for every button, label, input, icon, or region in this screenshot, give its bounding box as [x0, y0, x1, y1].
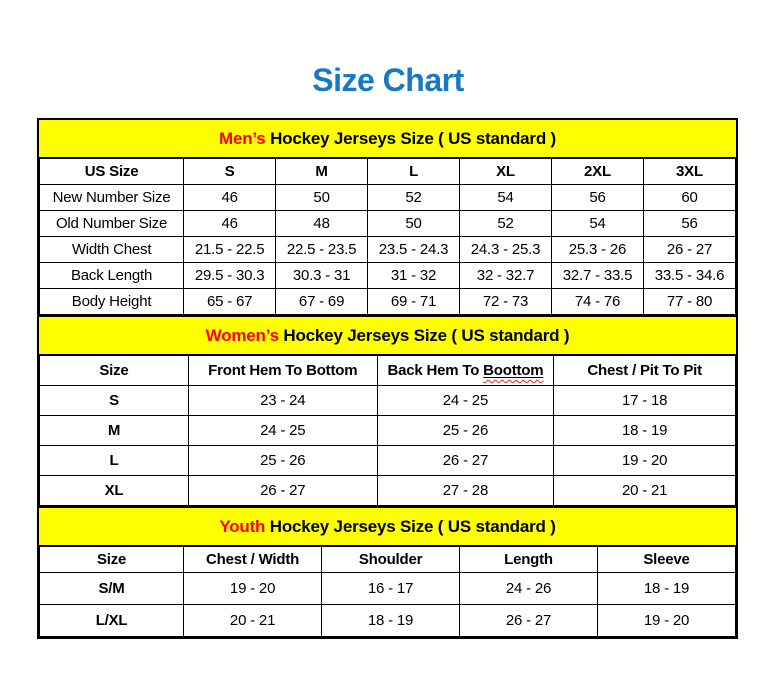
value-cell: 33.5 - 34.6	[643, 263, 735, 289]
womens-section	[39, 315, 736, 506]
column-header: 3XL	[643, 158, 735, 185]
youth-section	[39, 506, 736, 637]
misspelled-word	[483, 362, 543, 379]
table-row	[40, 263, 736, 289]
value-cell: 26 - 27	[188, 476, 377, 506]
banner-highlight: Youth	[219, 517, 266, 536]
column-header: Chest / Pit To Pit	[554, 355, 736, 386]
row-header-cell: Back Length	[40, 263, 184, 289]
value-cell: 52	[368, 185, 460, 211]
row-header-cell: M	[40, 416, 189, 446]
value-cell: 25.3 - 26	[552, 237, 644, 263]
value-cell: 24 - 26	[460, 573, 598, 605]
page-title: Size Chart	[312, 62, 464, 98]
value-cell: 29.5 - 30.3	[184, 263, 276, 289]
column-header: Chest / Width	[184, 546, 322, 573]
column-header: Length	[460, 546, 598, 573]
banner-highlight: Men’s	[219, 129, 266, 148]
banner-text: Hockey Jerseys Size ( US standard )	[265, 129, 556, 148]
row-header-cell: Width Chest	[40, 237, 184, 263]
value-cell: 77 - 80	[643, 289, 735, 315]
mens-size-table	[39, 157, 736, 315]
table-row	[40, 237, 736, 263]
value-cell: 25 - 26	[377, 416, 554, 446]
banner-text: Hockey Jerseys Size ( US standard )	[265, 517, 556, 536]
row-header-cell: XL	[40, 476, 189, 506]
youth-size-table	[39, 545, 736, 637]
table-row	[40, 573, 736, 605]
value-cell: 24 - 25	[188, 416, 377, 446]
table-row	[40, 289, 736, 315]
value-cell: 22.5 - 23.5	[276, 237, 368, 263]
table-row	[40, 416, 736, 446]
value-cell: 46	[184, 185, 276, 211]
column-header: M	[276, 158, 368, 185]
womens-size-table	[39, 354, 736, 506]
row-header-cell: Old Number Size	[40, 211, 184, 237]
value-cell: 69 - 71	[368, 289, 460, 315]
header-row	[40, 355, 736, 386]
value-cell: 67 - 69	[276, 289, 368, 315]
spellcheck-squiggle: Boottom	[483, 362, 544, 379]
mens-section-banner	[39, 120, 736, 157]
column-header: S	[184, 158, 276, 185]
value-cell: 18 - 19	[598, 573, 736, 605]
value-cell: 65 - 67	[184, 289, 276, 315]
value-cell: 50	[368, 211, 460, 237]
value-cell: 26 - 27	[643, 237, 735, 263]
value-cell: 25 - 26	[188, 446, 377, 476]
column-header: Front Hem To Bottom	[188, 355, 377, 386]
value-cell: 30.3 - 31	[276, 263, 368, 289]
column-header: 2XL	[552, 158, 644, 185]
value-cell: 31 - 32	[368, 263, 460, 289]
value-cell: 19 - 20	[598, 605, 736, 637]
table-row	[40, 476, 736, 506]
banner-highlight: Women’s	[205, 326, 279, 345]
value-cell: 20 - 21	[554, 476, 736, 506]
value-cell: 24 - 25	[377, 386, 554, 416]
column-header: XL	[460, 158, 552, 185]
row-header-cell: Body Height	[40, 289, 184, 315]
value-cell: 48	[276, 211, 368, 237]
value-cell: 32.7 - 33.5	[552, 263, 644, 289]
table-row	[40, 185, 736, 211]
value-cell: 24.3 - 25.3	[460, 237, 552, 263]
value-cell: 18 - 19	[554, 416, 736, 446]
value-cell: 19 - 20	[184, 573, 322, 605]
table-row	[40, 386, 736, 416]
value-cell: 21.5 - 22.5	[184, 237, 276, 263]
row-header-cell: S/M	[40, 573, 184, 605]
row-header-cell: L	[40, 446, 189, 476]
value-cell: 74 - 76	[552, 289, 644, 315]
value-cell: 20 - 21	[184, 605, 322, 637]
value-cell: 56	[552, 185, 644, 211]
row-header-cell: L/XL	[40, 605, 184, 637]
value-cell: 23.5 - 24.3	[368, 237, 460, 263]
value-cell: 32 - 32.7	[460, 263, 552, 289]
header-row	[40, 546, 736, 573]
value-cell: 23 - 24	[188, 386, 377, 416]
value-cell: 17 - 18	[554, 386, 736, 416]
value-cell: 54	[552, 211, 644, 237]
value-cell: 52	[460, 211, 552, 237]
column-header: Size	[40, 355, 189, 386]
youth-section-banner	[39, 506, 736, 545]
column-header: Shoulder	[322, 546, 460, 573]
value-cell: 26 - 27	[460, 605, 598, 637]
value-cell: 26 - 27	[377, 446, 554, 476]
row-header-cell: New Number Size	[40, 185, 184, 211]
value-cell: 16 - 17	[322, 573, 460, 605]
womens-section-banner	[39, 315, 736, 354]
value-cell: 27 - 28	[377, 476, 554, 506]
banner-text: Hockey Jerseys Size ( US standard )	[278, 326, 570, 345]
value-cell: 50	[276, 185, 368, 211]
header-row	[40, 158, 736, 185]
size-chart-table	[37, 118, 738, 639]
column-header: L	[368, 158, 460, 185]
value-cell: 56	[643, 211, 735, 237]
value-cell: 60	[643, 185, 735, 211]
value-cell: 54	[460, 185, 552, 211]
table-row	[40, 446, 736, 476]
row-header-cell: S	[40, 386, 189, 416]
column-header: US Size	[40, 158, 184, 185]
value-cell: 19 - 20	[554, 446, 736, 476]
table-row	[40, 605, 736, 637]
value-cell: 72 - 73	[460, 289, 552, 315]
value-cell: 46	[184, 211, 276, 237]
table-row	[40, 211, 736, 237]
column-header: Back Hem To Boottom	[377, 355, 554, 386]
column-header: Sleeve	[598, 546, 736, 573]
mens-section	[39, 120, 736, 315]
column-header: Size	[40, 546, 184, 573]
value-cell: 18 - 19	[322, 605, 460, 637]
